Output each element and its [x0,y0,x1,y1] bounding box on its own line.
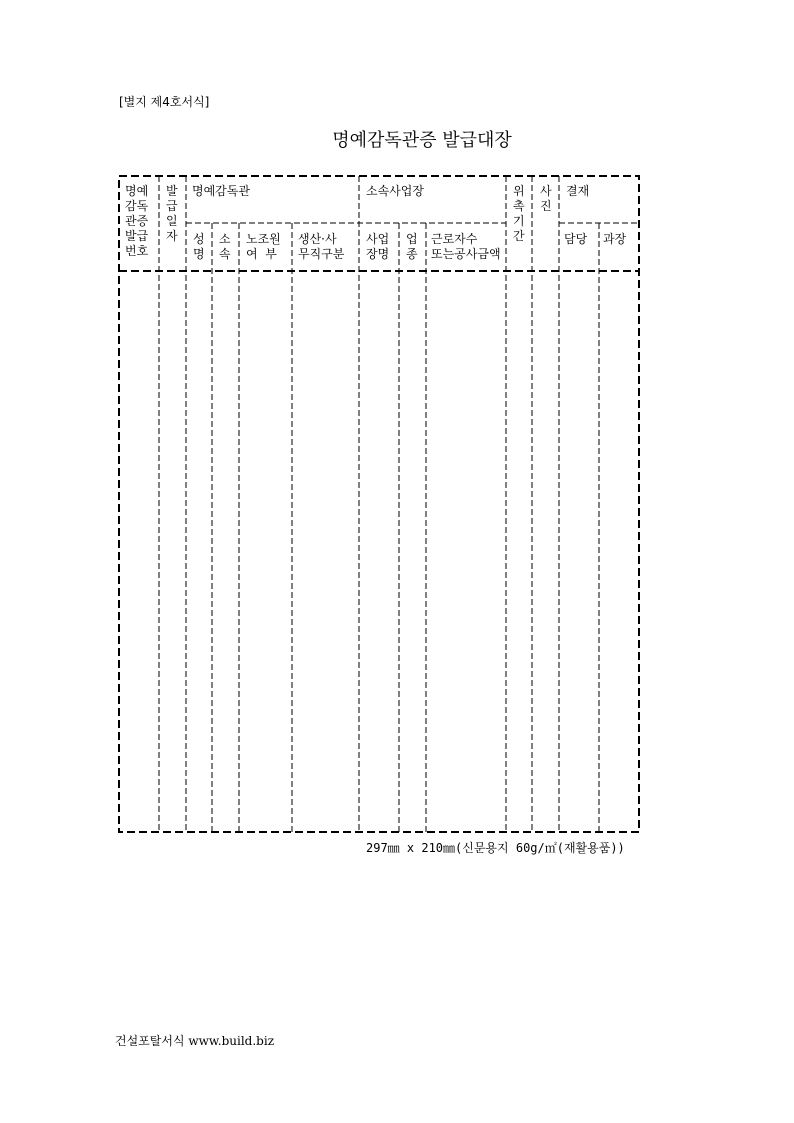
header-cert-number: 명예 감독 관증 발급 번호 [125,184,149,258]
header-workers: 근로자수 또는공사금액 [431,232,501,261]
header-name: 성 명 [193,232,205,261]
header-photo: 사 진 [540,184,552,213]
header-approval: 결재 [566,184,590,198]
header-business-name: 사업 장명 [366,232,390,261]
header-union-member: 노조원 여 부 [246,232,281,261]
header-manager: 과장 [603,232,627,246]
header-industry: 업 종 [406,232,418,261]
portal-url[interactable]: www.build.biz [188,1034,275,1048]
header-issue-date: 발 급 일 자 [166,184,178,243]
header-job-type: 생산·사 무직구분 [298,232,345,261]
header-affiliation: 소 속 [219,232,231,261]
header-workplace: 소속사업장 [366,184,424,198]
header-term: 위 촉 기 간 [513,184,525,243]
portal-footer [115,1032,274,1049]
paper-spec: 297㎜ x 210㎜(신문용지 60g/㎡(재활용품)) [366,841,625,855]
table-border [119,176,639,832]
portal-name: 건설포탈서식 [115,1034,185,1048]
header-staff: 담당 [564,232,588,246]
form-number: [별지 제4호서식] [119,95,210,109]
page-title: 명예감독관증 발급대장 [332,130,512,151]
header-inspector: 명예감독관 [192,184,250,198]
